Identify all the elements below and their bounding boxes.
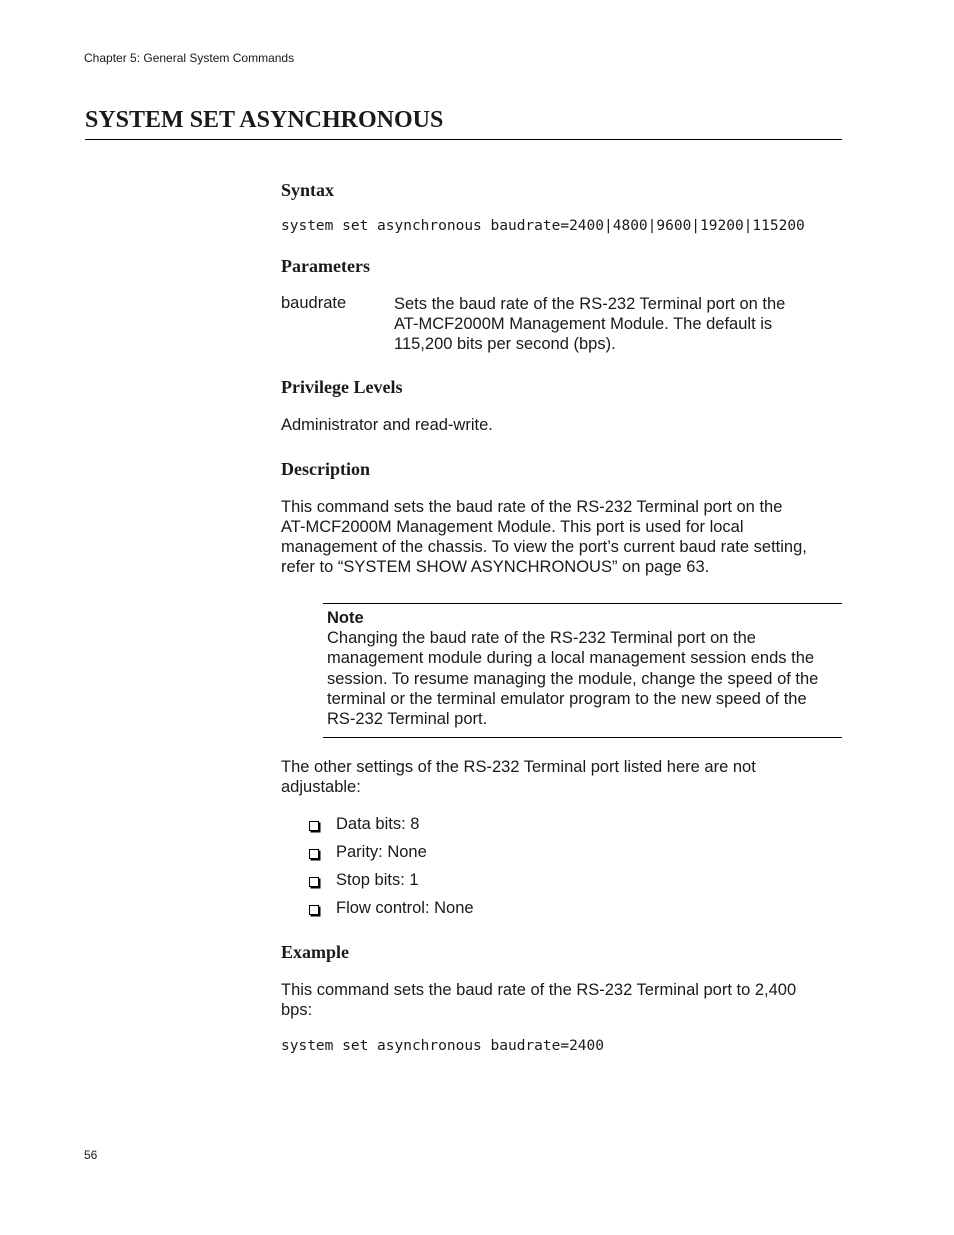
description-text [281,497,807,577]
example-text [281,980,796,1020]
checkbox-bullet-icon [309,905,319,915]
text-line: session. To resume managing the module, change the speed of the [327,669,819,688]
text-line: Sets the baud rate of the RS-232 Terminal port on the [394,295,786,313]
text-line: AT-MCF2000M Management Module. This port is used for local [281,518,744,536]
list-item-label: Parity: None [336,843,427,861]
text-line: AT-MCF2000M Management Module. The default is [394,315,773,333]
text-line: terminal or the terminal emulator program to the new speed of the [327,689,807,708]
text-line: RS-232 Terminal port. [327,710,488,729]
text-line: refer to “SYSTEM SHOW ASYNCHRONOUS” on page 63. [281,558,710,576]
parameter-name: baudrate [281,294,347,312]
page-title: SYSTEM SET ASYNCHRONOUS [85,107,842,140]
example-command: system set asynchronous baudrate=2400 [281,1038,605,1054]
list-item [309,815,474,843]
parameters-heading: Parameters [281,256,370,276]
checkbox-bullet-icon [309,849,319,859]
checkbox-bullet-icon [309,877,319,887]
text-line: management module during a local management session ends the [327,649,815,668]
list-item [309,871,474,899]
example-heading: Example [281,942,350,962]
note-text [327,628,842,729]
checkbox-bullet-icon [309,821,319,831]
text-line: Changing the baud rate of the RS-232 Terminal port on the [327,629,756,647]
list-item-label: Data bits: 8 [336,815,420,833]
running-header: Chapter 5: General System Commands [84,51,295,65]
text-line: bps: [281,1001,313,1019]
list-item-label: Flow control: None [336,899,474,917]
text-line: The other settings of the RS-232 Terminal port listed here are not [281,758,756,776]
list-item-label: Stop bits: 1 [336,871,419,889]
text-line: 115,200 bits per second (bps). [394,335,616,353]
other-settings-text [281,757,756,797]
privilege-heading: Privilege Levels [281,377,403,397]
text-line: adjustable: [281,778,361,796]
list-item [309,843,474,871]
syntax-command: system set asynchronous baudrate=2400|4800|9600|19200|115200 [281,218,805,234]
parameter-description [394,294,824,354]
note-box [323,603,842,738]
text-line: This command sets the baud rate of the RS-232 Terminal port on the [281,498,783,516]
list-item [309,899,474,927]
syntax-heading: Syntax [281,180,335,200]
description-heading: Description [281,459,370,479]
note-title: Note [327,609,364,627]
page-number: 56 [84,1148,98,1162]
text-line: management of the chassis. To view the port’s current baud rate setting, [281,538,807,556]
privilege-text: Administrator and read-write. [281,416,493,434]
settings-list [309,815,474,927]
text-line: This command sets the baud rate of the RS-232 Terminal port to 2,400 [281,981,797,999]
